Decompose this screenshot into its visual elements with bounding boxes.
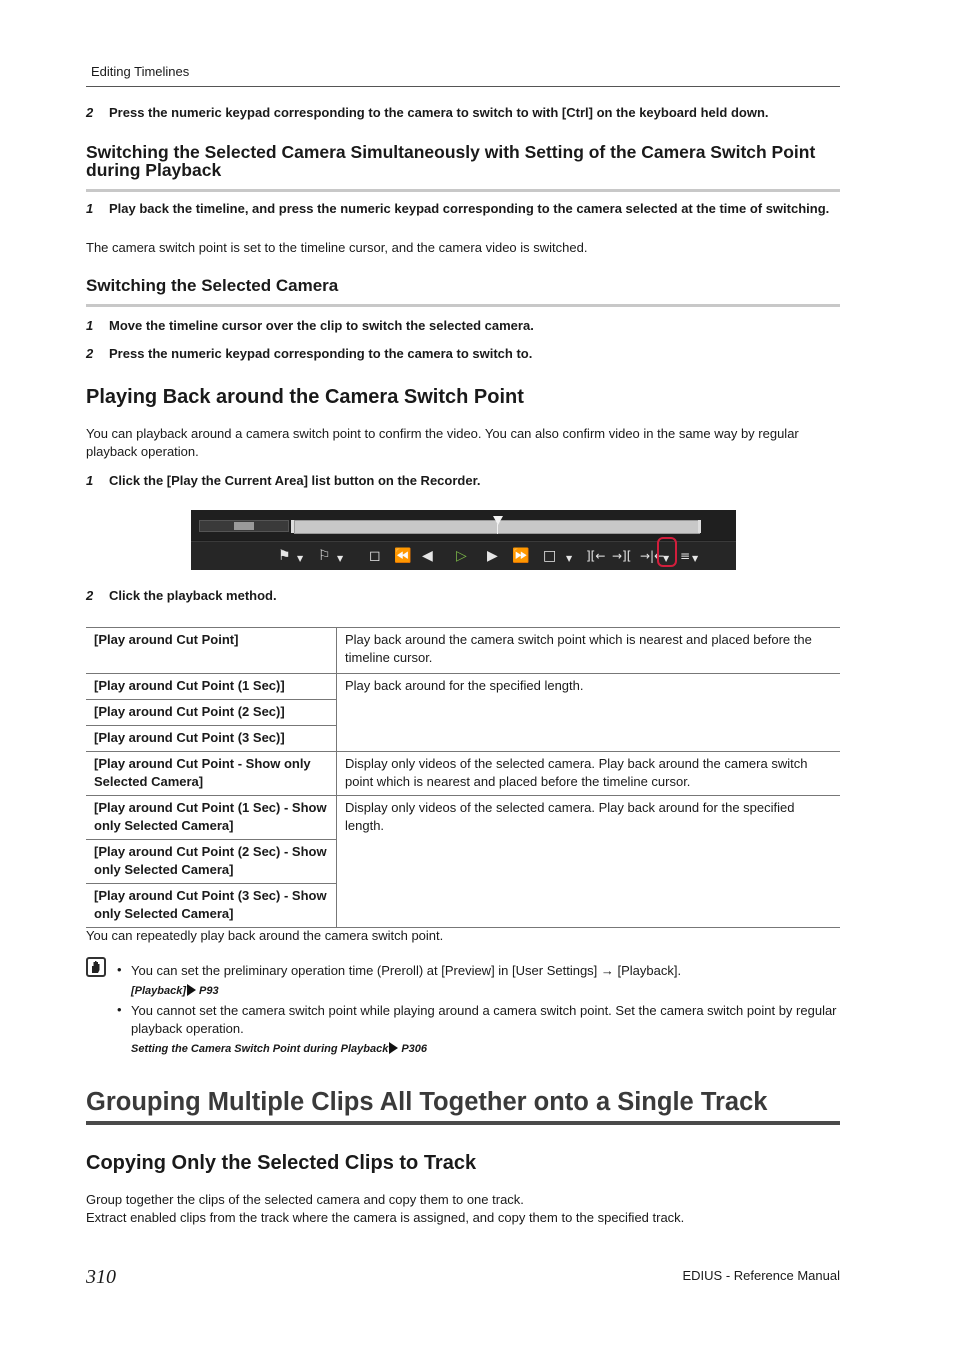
step-number: 2 [86,105,94,120]
arrow-icon [187,984,196,996]
manual-title: EDIUS - Reference Manual [682,1268,840,1283]
cross-reference-link[interactable] [131,984,219,997]
chevron-down-icon[interactable]: ▼ [337,554,344,563]
recorder-controls [191,541,736,570]
play-cut-icon[interactable]: →|← [640,549,665,563]
jump-in-icon[interactable]: ][← [586,549,606,563]
volume-slider-handle[interactable] [234,522,254,530]
option-cell: [Play around Cut Point (3 Sec) - Show only Selected Camera] [86,884,337,928]
output-icon[interactable]: ≡ [680,549,691,563]
switch-selected-step-1 [86,317,840,335]
step-number: 2 [86,346,94,361]
page-number: 310 [86,1266,116,1288]
xref-label[interactable]: Setting the Camera Switch Point during Playback [131,1043,389,1055]
step-number: 1 [86,201,94,216]
description-cell: Play back around for the specified length. [337,674,841,752]
set-out-icon[interactable]: ⚐ [318,548,331,564]
set-in-icon[interactable]: ⚑ [278,548,291,564]
playback-method-table [86,627,840,928]
highlight-ring [657,537,677,567]
step-number: 2 [86,588,94,603]
xref-page[interactable]: P306 [401,1043,428,1055]
step-back-icon[interactable]: ◀ [422,548,433,564]
heading-rule [86,304,840,307]
jump-out-icon[interactable]: →][ [612,549,632,563]
step-number: 1 [86,473,94,488]
header-rule [86,86,840,87]
heading-copying: Copying Only the Selected Clips to Track [86,1152,477,1174]
bullet: • [117,962,122,977]
heading-rule [86,189,840,192]
table-row [86,752,840,796]
play-icon[interactable]: ▷ [456,548,467,564]
playback-switch-step [86,200,840,218]
bullet: • [117,1002,122,1017]
cross-reference-link[interactable] [131,1042,427,1055]
recorder-toolbar [191,510,736,569]
running-title: Editing Timelines [91,64,190,79]
description-cell: Display only videos of the selected camera. Play back around the camera switch point which is nearest and placed before the timeline cursor. [337,752,841,796]
grouping-line-1: Group together the clips of the selected camera and copy them to one track. [86,1192,524,1207]
switch-selected-step-2 [86,345,840,363]
playing-back-intro: You can playback around a camera switch point to confirm the video. You can also confirm video in the same way by regular playback operation. [86,426,799,459]
step-text: Click the [Play the Current Area] list button on the Recorder. [109,473,481,488]
out-point-marker [698,520,701,533]
table-row [86,674,840,700]
option-cell: [Play around Cut Point (1 Sec)] [86,674,337,700]
option-cell: [Play around Cut Point (2 Sec)] [86,700,337,726]
chevron-down-icon[interactable]: ▼ [566,554,573,563]
volume-slider[interactable] [199,520,289,532]
fast-forward-icon[interactable]: ⏩ [512,548,530,564]
note-text: You cannot set the camera switch point while playing around a camera switch point. Set the camera switch point by regular playback operation. [131,1003,837,1036]
heading-playing-back: Playing Back around the Camera Switch Point [86,386,524,408]
step-text: Press the numeric keypad corresponding to the camera to switch to with [Ctrl] on the keyboard held down. [109,105,769,120]
heading-switch-during-playback: Switching the Selected Camera Simultaneously with Setting of the Camera Switch Point during Playback [86,142,816,180]
step-number: 1 [86,318,94,333]
grouping-line-2: Extract enabled clips from the track where the camera is assigned, and copy them to the specified track. [86,1210,685,1225]
heading-grouping: Grouping Multiple Clips All Together onto a Single Track [86,1088,768,1116]
play-current-area-list-button[interactable]: ▼ [663,554,670,563]
xref-page[interactable]: P93 [199,985,219,997]
step-forward-icon[interactable]: ▶ [487,548,498,564]
heading-switch-selected-camera: Switching the Selected Camera [86,276,339,295]
description-cell: Display only videos of the selected camera. Play back around for the specified length. [337,796,841,928]
table-row [86,628,840,674]
xref-label[interactable]: [Playback] [131,985,187,997]
chevron-down-icon[interactable]: ▼ [297,554,304,563]
after-table-text: You can repeatedly play back around the camera switch point. [86,928,444,943]
heading-rule [86,1121,840,1125]
option-cell: [Play around Cut Point (2 Sec) - Show only Selected Camera] [86,840,337,884]
loop-play-icon[interactable]: □ [543,548,557,564]
playhead-icon[interactable] [493,516,503,525]
playing-back-step-2 [86,587,840,605]
chevron-down-icon[interactable]: ▼ [692,554,699,563]
playhead-line [497,524,498,534]
description-cell: Play back around the camera switch point which is nearest and placed before the timeline cursor. [337,628,841,674]
playback-switch-result: The camera switch point is set to the timeline cursor, and the camera video is switched. [86,240,588,255]
recorder-timeline-strip [191,510,736,540]
option-cell: [Play around Cut Point (1 Sec) - Show only Selected Camera] [86,796,337,840]
step-text: Move the timeline cursor over the clip to switch the selected camera. [109,318,534,333]
table-row [86,796,840,840]
top-step [86,104,840,122]
step-text: Play back the timeline, and press the numeric keypad corresponding to the camera selected at the time of switching. [109,201,830,216]
arrow-icon [389,1042,398,1054]
step-text: Click the playback method. [109,588,277,603]
playing-back-step-1 [86,472,840,490]
stop-icon[interactable]: ◻ [369,548,381,564]
option-cell: [Play around Cut Point] [86,628,337,674]
hand-note-icon [86,957,106,977]
option-cell: [Play around Cut Point (3 Sec)] [86,726,337,752]
option-cell: [Play around Cut Point - Show only Selected Camera] [86,752,337,796]
rewind-icon[interactable]: ⏪ [394,548,412,564]
note-text: You can set the preliminary operation time (Preroll) at [Preview] in [User Settings] → [Playback]. [131,963,682,978]
step-text: Press the numeric keypad corresponding to the camera to switch to. [109,346,533,361]
